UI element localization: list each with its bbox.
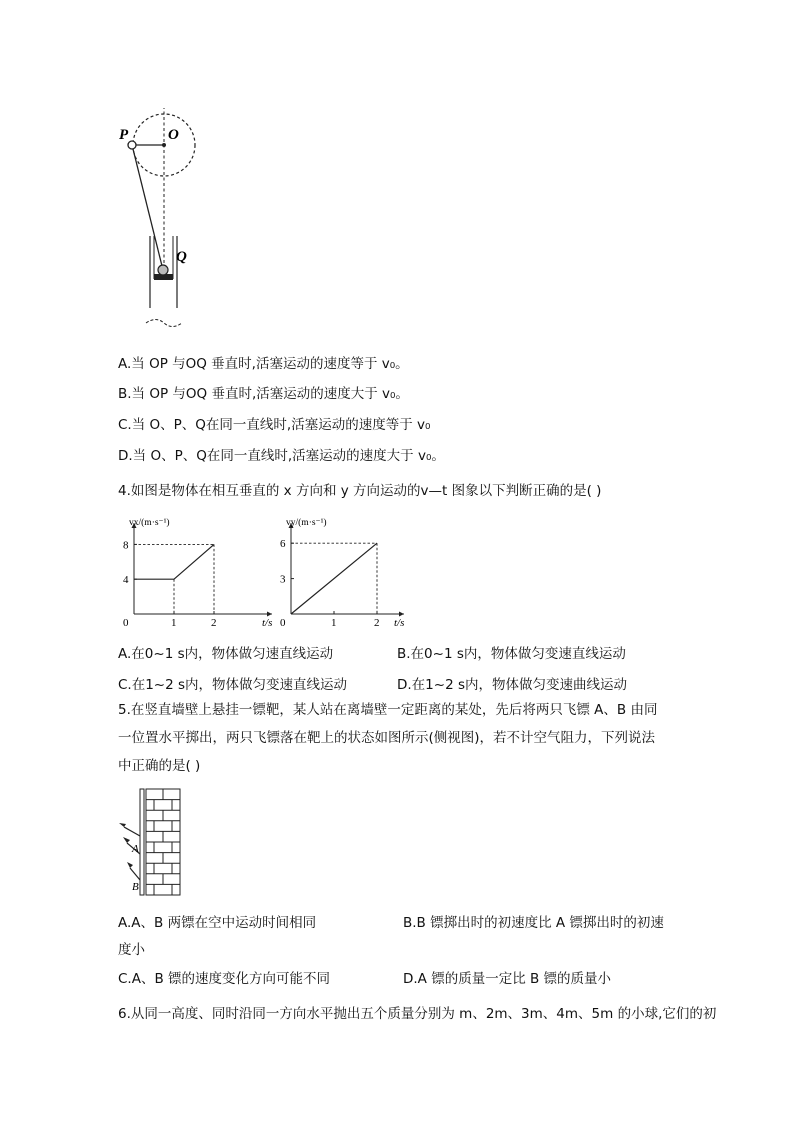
vy-chart-y-tick-label: 6 — [280, 538, 286, 551]
target-board — [140, 789, 144, 895]
vx-chart-x-tick-label: 2 — [211, 617, 217, 629]
q5-option-b-line2: 度小 — [118, 942, 145, 958]
q3-option-d: D.当 O、P、Q在同一直线时,活塞运动的速度大于 v₀。 — [118, 448, 445, 464]
label-q: Q — [176, 249, 187, 265]
q5-stem-line3: 中正确的是( ) — [118, 758, 201, 774]
vx-chart-y-tick-label: 8 — [123, 539, 129, 552]
dart-a-flight — [123, 837, 130, 843]
dart-upper-flight — [119, 823, 126, 827]
dart-upper — [124, 827, 140, 836]
dart-b-flight — [127, 862, 133, 868]
vx-chart-x-axis-label: t/s — [262, 617, 273, 629]
q5-stem-line2: 一位置水平掷出，两只飞镖落在靶上的状态如图所示(侧视图)，若不计空气阻力，下列说法 — [118, 730, 656, 746]
vx-t-chart — [112, 515, 277, 635]
vy-chart-series-line — [291, 543, 377, 614]
vy-t-chart — [276, 515, 411, 635]
vy-chart-x-tick-label: 1 — [331, 617, 337, 629]
vy-chart-x-tick-label: 2 — [374, 617, 380, 629]
vy-chart-x-arrow — [399, 612, 404, 617]
vx-chart-series-line — [134, 544, 214, 579]
q3-option-c: C.当 O、P、Q在同一直线时,活塞运动的速度等于 v₀ — [118, 417, 431, 433]
point-p — [128, 141, 136, 149]
vx-chart-x-tick-label: 1 — [171, 617, 177, 629]
vy-chart-x-tick-label: 0 — [280, 617, 286, 629]
label-p: P — [119, 127, 129, 143]
label-o: O — [168, 127, 179, 143]
q5-option-a: A.A、B 两镖在空中运动时间相同 — [118, 915, 317, 931]
q5-option-d: D.A 镖的质量一定比 B 镖的质量小 — [403, 971, 612, 987]
vy-chart-y-axis-label: vy/(m·s⁻¹) — [286, 518, 327, 528]
q4-option-a: A.在0~1 s内，物体做匀速直线运动 — [118, 646, 334, 662]
q6-stem: 6.从同一高度、同时沿同一方向水平抛出五个质量分别为 m、2m、3m、4m、5m 的小球,它们的初 — [118, 1006, 717, 1022]
q3-option-b: B.当 OP 与OQ 垂直时,活塞运动的速度大于 v₀。 — [118, 386, 409, 402]
q4-stem: 4.如图是物体在相互垂直的 x 方向和 y 方向运动的v—t 图象以下判断正确的是( ) — [118, 483, 602, 499]
vx-chart-x-arrow — [267, 612, 272, 617]
q5-option-c: C.A、B 镖的速度变化方向可能不同 — [118, 971, 331, 987]
vx-chart-y-tick-label: 4 — [123, 574, 129, 587]
label-a: A — [132, 843, 139, 855]
q4-option-b: B.在0~1 s内，物体做匀变速直线运动 — [397, 646, 626, 662]
q4-option-c: C.在1~2 s内，物体做匀变速直线运动 — [118, 677, 348, 693]
brick-wall — [146, 789, 180, 895]
piston-crank-figure — [110, 108, 220, 338]
vx-chart-y-axis-label: vx/(m·s⁻¹) — [129, 518, 170, 528]
q5-stem-line1: 5.在竖直墙壁上悬挂一镖靶，某人站在离墙壁一定距离的某处，先后将两只飞镖 A、B 由同 — [118, 702, 658, 718]
point-q — [158, 265, 168, 275]
connecting-rod — [132, 145, 163, 270]
label-b: B — [132, 881, 139, 893]
vx-chart-x-tick-label: 0 — [123, 617, 129, 629]
vy-chart-x-axis-label: t/s — [394, 617, 405, 629]
dartboard-wall-figure — [116, 786, 186, 898]
dart-b — [130, 868, 140, 880]
q5-option-b-line1: B.B 镖掷出时的初速度比 A 镖掷出时的初速 — [403, 915, 664, 931]
q4-option-d: D.在1~2 s内，物体做匀变速曲线运动 — [397, 677, 628, 693]
vy-chart-y-tick-label: 3 — [280, 573, 286, 586]
break-mark — [146, 320, 182, 327]
q3-option-a: A.当 OP 与OQ 垂直时,活塞运动的速度等于 v₀。 — [118, 356, 409, 372]
center-o — [162, 143, 166, 147]
